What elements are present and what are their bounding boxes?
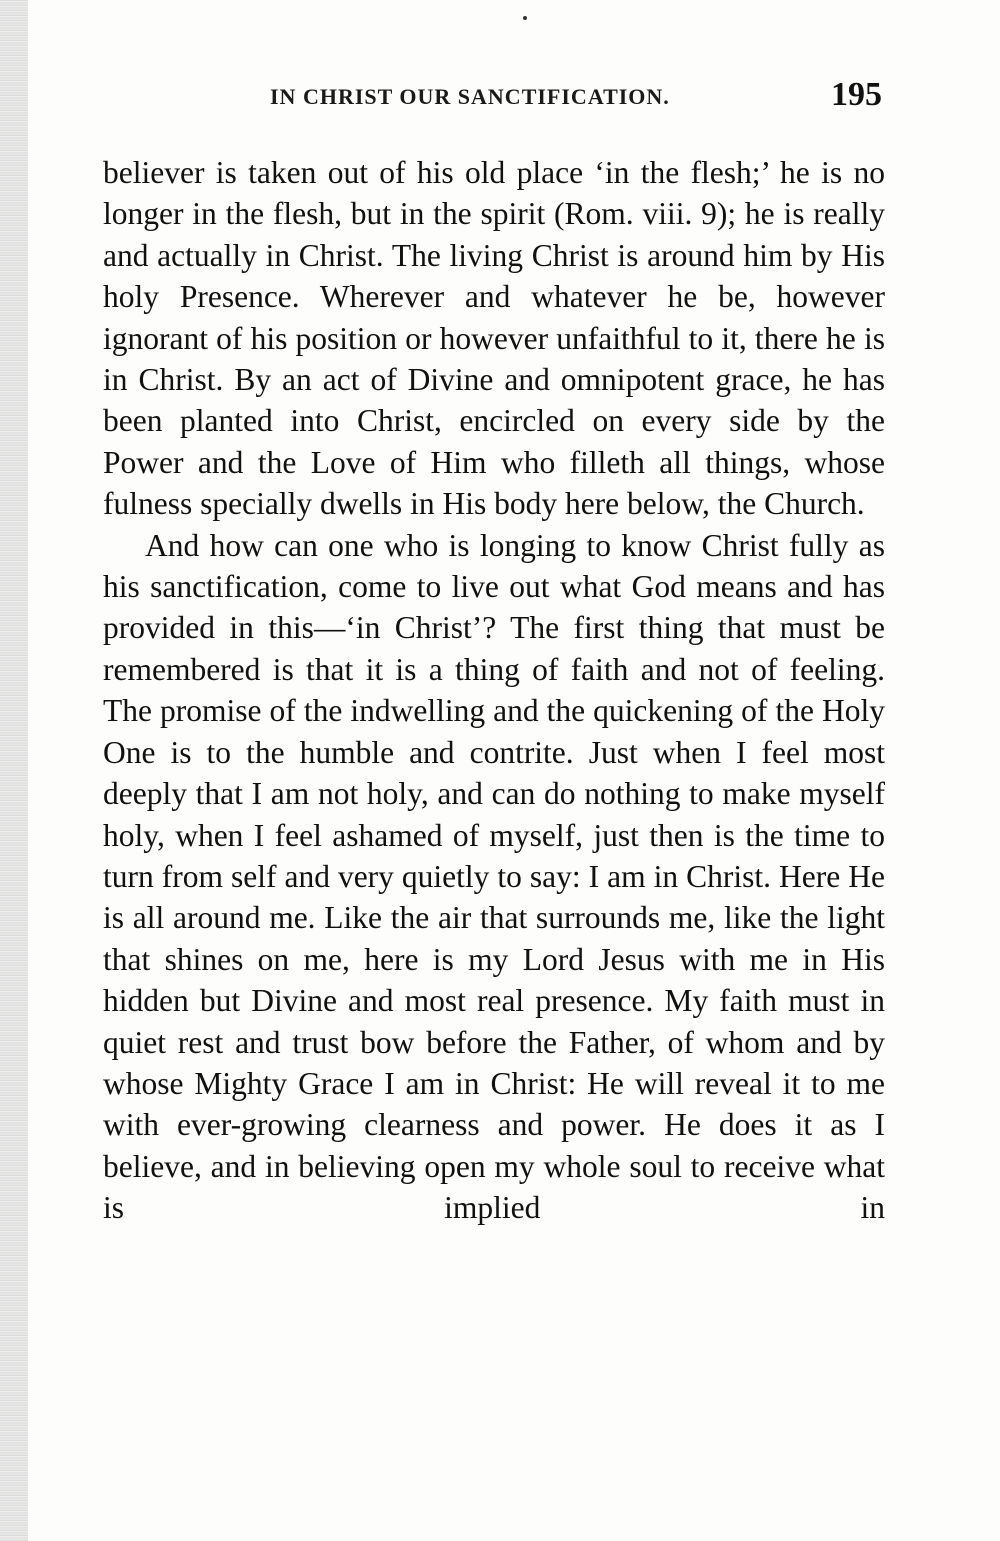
- paragraph: And how can one who is longing to know Christ fully as his sanctification, come to live out what God means and has provided in this—‘in Christ’? The first thing that must be remembered is that it is a thing of faith and not of feeling. The promise of the indwelling and the quickening of the Holy One is to the humble and contrite. Just when I feel most deeply that I am not holy, and can do nothing to make myself holy, when I feel ashamed of myself, just then is the time to turn from self and very quietly to say: I am in Christ. Here He is all around me. Like the air that surrounds me, like the light that shines on me, here is my Lord Jesus with me in His hidden but Divine and most real presence. My faith must in quiet rest and trust bow before the Father, of whom and by whose Mighty Grace I am in Christ: He will reveal it to me with ever-growing clearness and power. He does it as I believe, and in believing open my whole soul to receive what is implied in: [103, 527, 885, 1226]
- running-title: IN CHRIST OUR SANCTIFICATION.: [270, 84, 670, 109]
- paragraph-continued: believer is taken out of his old place ‘in the flesh;’ he is no longer in the flesh, but in the spirit (Rom. viii. 9); he is really and actually in Christ. The living Christ is around him by His holy Presence. Wherever and whatever he be, however ignorant of his position or however unfaithful to it, there he is in Christ. By an act of Divine and omnipotent grace, he has been planted into Christ, encircled on every side by the Power and the Love of Him who filleth all things, whose fulness specially dwells in His body here below, the Church.: [103, 155, 885, 522]
- page-number: 195: [831, 76, 882, 113]
- print-speck: [523, 16, 527, 20]
- body-text: [103, 152, 885, 1229]
- running-head: [270, 78, 890, 114]
- binding-gutter-shadow: [0, 0, 28, 1541]
